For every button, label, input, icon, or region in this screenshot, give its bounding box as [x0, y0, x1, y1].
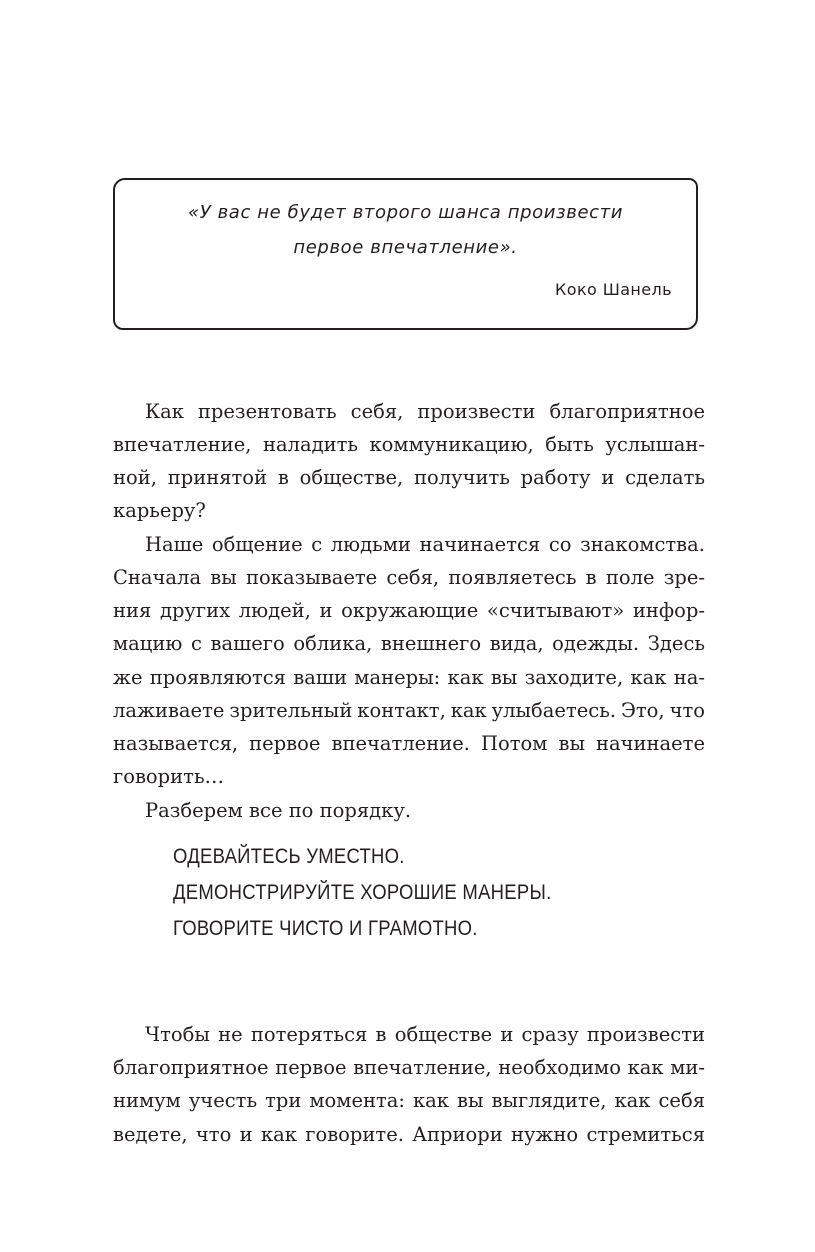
text-line: же проявляются ваши манеры: как вы заходите, как на-	[113, 666, 705, 689]
text-line: ния других людей, и окружающие «считывают» инфор-	[113, 599, 705, 622]
text-line: Разберем все по порядку.	[145, 799, 412, 822]
text-line: впечатление, наладить коммуникацию, быть услышан-	[113, 433, 705, 456]
heading-line: ОДЕВАЙТЕСЬ УМЕСТНО.	[173, 845, 405, 868]
text-line: ведете, что и как говорите. Априори нужно стремиться	[113, 1123, 705, 1146]
text-line: Как презентовать себя, произвести благоприятное	[145, 400, 705, 423]
text-line: ной, принятой в обществе, получить работу и сделать	[113, 466, 705, 489]
heading-line: ГОВОРИТЕ ЧИСТО И ГРАМОТНО.	[173, 917, 478, 940]
text-line: говорить…	[113, 765, 225, 788]
text-line: благоприятное первое впечатление, необходимо как ми-	[113, 1056, 705, 1079]
quote-author: Коко Шанель	[555, 280, 672, 299]
text-line: называется, первое впечатление. Потом вы начинаете	[113, 732, 705, 755]
text-line: Наше общение с людьми начинается со знакомства.	[145, 533, 705, 556]
text-line: нимум учесть три момента: как вы выглядите, как себя	[113, 1089, 705, 1112]
quote-box	[113, 178, 698, 330]
text-line: карьеру?	[113, 499, 206, 522]
text-line: мацию с вашего облика, внешнего вида, одежды. Здесь	[113, 632, 705, 655]
text-line: Чтобы не потеряться в обществе и сразу произвести	[145, 1023, 705, 1046]
quote-line: первое впечатление».	[293, 237, 518, 258]
text-line: Сначала вы показываете себя, появляетесь в поле зре-	[113, 566, 705, 589]
quote-line: «У вас не будет второго шанса произвести	[188, 202, 623, 223]
heading-line: ДЕМОНСТРИРУЙТЕ ХОРОШИЕ МАНЕРЫ.	[173, 881, 552, 904]
text-line: лаживаете зрительный контакт, как улыбаетесь. Это, что	[113, 699, 705, 722]
